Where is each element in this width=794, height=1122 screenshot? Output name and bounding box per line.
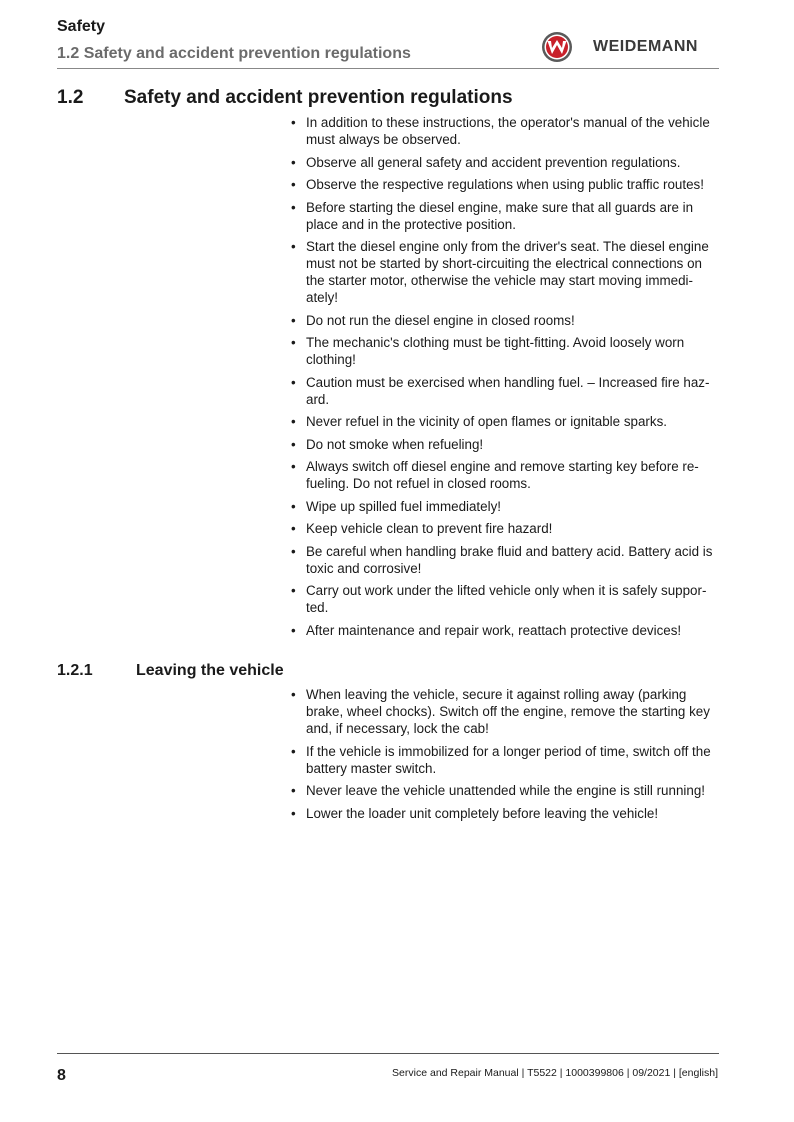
list-item: • Do not smoke when refueling! [288, 436, 718, 453]
brand-name: WEIDEMANN [593, 38, 698, 55]
header-subsection-title: 1.2 Safety and accident prevention regulations [57, 45, 411, 62]
list-item: • When leaving the vehicle, secure it against rolling away (parking brake, wheel chocks). Switch off the engine, remove the starting key and, if necessary, lock the cab! [288, 686, 718, 737]
list-item: • Never leave the vehicle unattended while the engine is still running! [288, 782, 718, 799]
subsection-title: Leaving the vehicle [136, 662, 284, 679]
list-item: • Lower the loader unit completely before leaving the vehicle! [288, 805, 718, 822]
document-info: Service and Repair Manual | T5522 | 1000399806 | 09/2021 | [english] [392, 1067, 718, 1079]
list-item: • Caution must be exercised when handling fuel. – Increased fire haz-ard. [288, 374, 718, 408]
list-item: • Be careful when handling brake fluid and battery acid. Battery acid is toxic and corrosive! [288, 543, 718, 577]
list-item: • If the vehicle is immobilized for a longer period of time, switch off the battery master switch. [288, 743, 718, 777]
header-divider [57, 68, 719, 69]
list-item: • Observe the respective regulations when using public traffic routes! [288, 176, 718, 193]
section-title: Safety and accident prevention regulations [124, 87, 513, 108]
list-item: • Observe all general safety and accident prevention regulations. [288, 154, 718, 171]
list-item: • Start the diesel engine only from the driver's seat. The diesel engine must not be started by short-circuiting the electrical connections on the starter motor, otherwise the vehicle may start moving immedi-ately! [288, 238, 718, 306]
subsection-number: 1.2.1 [57, 662, 93, 679]
list-item: • Before starting the diesel engine, make sure that all guards are in place and in the protective position. [288, 199, 718, 233]
list-item: • Do not run the diesel engine in closed rooms! [288, 312, 718, 329]
list-item: • In addition to these instructions, the operator's manual of the vehicle must always be observed. [288, 114, 718, 148]
list-item: • Carry out work under the lifted vehicle only when it is safely suppor-ted. [288, 582, 718, 616]
leaving-vehicle-list [288, 686, 718, 827]
list-item: • Always switch off diesel engine and remove starting key before re-fueling. Do not refuel in closed rooms. [288, 458, 718, 492]
header-section-title: Safety [57, 18, 106, 35]
weidemann-logo-icon [541, 31, 573, 63]
brand-logo [541, 30, 721, 64]
footer-divider [57, 1053, 719, 1054]
list-item: • Keep vehicle clean to prevent fire hazard! [288, 520, 718, 537]
list-item: • After maintenance and repair work, reattach protective devices! [288, 622, 718, 639]
page-number: 8 [57, 1067, 66, 1084]
list-item: • Wipe up spilled fuel immediately! [288, 498, 718, 515]
list-item: • Never refuel in the vicinity of open flames or ignitable sparks. [288, 413, 718, 430]
section-number: 1.2 [57, 87, 84, 108]
safety-rules-list [288, 114, 718, 644]
list-item: • The mechanic's clothing must be tight-fitting. Avoid loosely worn clothing! [288, 334, 718, 368]
